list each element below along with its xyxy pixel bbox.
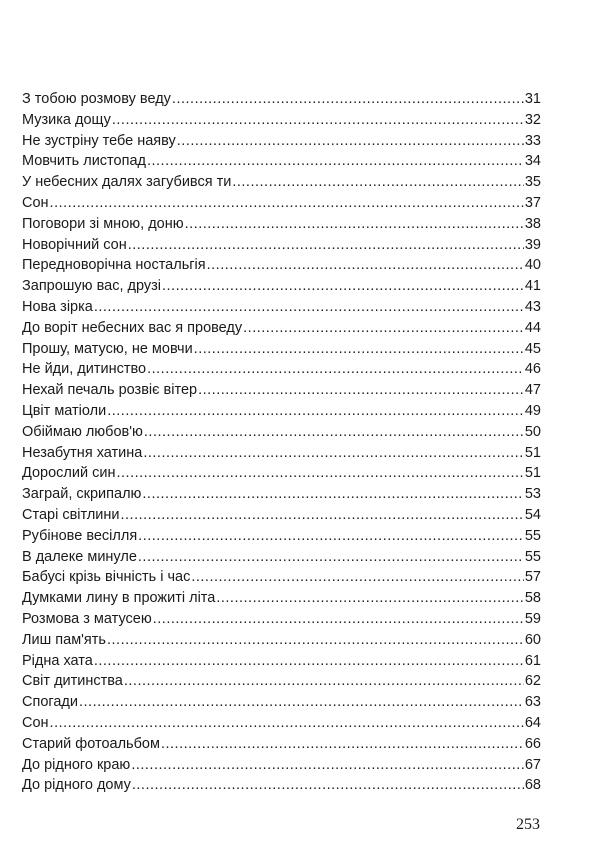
dot-leader	[112, 110, 524, 131]
toc-entry	[22, 172, 541, 193]
toc-entry-page: 34	[524, 153, 541, 170]
toc-entry-title: Мовчить листопад	[22, 153, 146, 170]
toc-entry	[22, 151, 541, 172]
toc-entry-title: Новорічний сон	[22, 236, 127, 253]
dot-leader	[147, 359, 524, 380]
toc-entry-page: 51	[524, 444, 541, 461]
toc-entry-title: До рідного краю	[22, 756, 131, 773]
toc-entry	[22, 89, 541, 110]
toc-entry	[22, 526, 541, 547]
dot-leader	[232, 172, 524, 193]
toc-entry-page: 32	[524, 111, 541, 128]
toc-entry-page: 43	[524, 298, 541, 315]
toc-entry	[22, 255, 541, 276]
toc-entry-page: 45	[524, 340, 541, 357]
toc-entry-page: 59	[524, 610, 541, 627]
toc-entry-page: 35	[524, 174, 541, 191]
toc-entry-title: До воріт небесних вас я проведу	[22, 319, 243, 336]
dot-leader	[198, 380, 524, 401]
dot-leader	[172, 89, 524, 110]
toc-entry-page: 46	[524, 361, 541, 378]
toc-entry-title: Не зустріну тебе наяву	[22, 132, 176, 149]
toc-entry-page: 68	[524, 777, 541, 794]
toc-entry-page: 60	[524, 631, 541, 648]
toc-entry-title: Незабутня хатина	[22, 444, 143, 461]
toc-entry	[22, 484, 541, 505]
toc-entry-page: 37	[524, 194, 541, 211]
toc-entry-title: Рідна хата	[22, 652, 93, 669]
toc-entry-title: Обіймаю любов'ю	[22, 423, 143, 440]
dot-leader	[177, 131, 524, 152]
table-of-contents	[22, 89, 541, 796]
dot-leader	[128, 235, 524, 256]
toc-entry	[22, 547, 541, 568]
dot-leader	[216, 588, 524, 609]
toc-entry	[22, 131, 541, 152]
toc-entry-page: 53	[524, 486, 541, 503]
dot-leader	[94, 297, 524, 318]
dot-leader	[144, 422, 524, 443]
toc-entry-title: Думками лину в прожиті літа	[22, 590, 216, 607]
toc-entry-title: Старі світлини	[22, 506, 120, 523]
page-number: 253	[516, 816, 540, 833]
toc-entry	[22, 422, 541, 443]
toc-entry-page: 44	[524, 319, 541, 336]
toc-entry-page: 47	[524, 382, 541, 399]
dot-leader	[153, 609, 524, 630]
dot-leader	[107, 401, 524, 422]
toc-entry-title: Поговори зі мною, доню	[22, 215, 184, 232]
dot-leader	[50, 193, 524, 214]
toc-entry-title: Бабусі крізь вічність і час	[22, 569, 191, 586]
toc-entry-title: У небесних далях загубився ти	[22, 174, 232, 191]
toc-entry	[22, 671, 541, 692]
toc-entry-page: 66	[524, 735, 541, 752]
toc-entry-title: Прошу, матусю, не мовчи	[22, 340, 193, 357]
toc-entry	[22, 755, 541, 776]
toc-entry-page: 55	[524, 527, 541, 544]
dot-leader	[185, 214, 524, 235]
toc-entry	[22, 692, 541, 713]
toc-entry-page: 67	[524, 756, 541, 773]
toc-entry	[22, 734, 541, 755]
dot-leader	[142, 484, 523, 505]
toc-entry-page: 55	[524, 548, 541, 565]
toc-entry	[22, 193, 541, 214]
toc-entry-page: 41	[524, 278, 541, 295]
toc-entry-title: Сон	[22, 194, 49, 211]
dot-leader	[116, 463, 523, 484]
toc-entry-page: 50	[524, 423, 541, 440]
toc-entry-page: 54	[524, 506, 541, 523]
toc-entry	[22, 588, 541, 609]
dot-leader	[243, 318, 524, 339]
toc-entry	[22, 380, 541, 401]
toc-entry	[22, 463, 541, 484]
toc-entry	[22, 443, 541, 464]
toc-entry	[22, 651, 541, 672]
dot-leader	[124, 671, 524, 692]
dot-leader	[121, 505, 524, 526]
dot-leader	[191, 567, 524, 588]
toc-entry	[22, 609, 541, 630]
toc-entry	[22, 630, 541, 651]
toc-entry-title: Нехай печаль розвіє вітер	[22, 382, 198, 399]
toc-entry	[22, 110, 541, 131]
toc-entry-page: 58	[524, 590, 541, 607]
toc-entry-page: 64	[524, 714, 541, 731]
toc-entry	[22, 505, 541, 526]
toc-entry-page: 57	[524, 569, 541, 586]
toc-entry-title: Рубінове весілля	[22, 527, 138, 544]
toc-entry	[22, 235, 541, 256]
dot-leader	[143, 443, 524, 464]
toc-entry	[22, 567, 541, 588]
toc-entry-page: 62	[524, 673, 541, 690]
toc-entry-page: 40	[524, 257, 541, 274]
toc-entry-title: Розмова з матусею	[22, 610, 152, 627]
toc-entry-page: 38	[524, 215, 541, 232]
toc-entry-page: 39	[524, 236, 541, 253]
toc-entry	[22, 297, 541, 318]
toc-entry-title: В далеке минуле	[22, 548, 137, 565]
dot-leader	[132, 775, 524, 796]
toc-entry-title: Не йди, дитинство	[22, 361, 147, 378]
dot-leader	[138, 547, 524, 568]
toc-entry-page: 51	[524, 465, 541, 482]
toc-entry-title: Запрошую вас, друзі	[22, 278, 161, 295]
toc-entry-title: Старий фотоальбом	[22, 735, 160, 752]
toc-entry	[22, 401, 541, 422]
dot-leader	[138, 526, 524, 547]
toc-entry-title: З тобою розмову веду	[22, 91, 171, 107]
toc-entry-title: Дорослий син	[22, 465, 116, 482]
toc-entry-page: 63	[524, 694, 541, 711]
toc-entry-page: 31	[524, 91, 541, 107]
toc-entry-page: 33	[524, 132, 541, 149]
toc-entry	[22, 775, 541, 796]
toc-entry	[22, 339, 541, 360]
toc-entry	[22, 214, 541, 235]
dot-leader	[207, 255, 524, 276]
toc-entry-title: Спогади	[22, 694, 78, 711]
toc-entry-title: До рідного дому	[22, 777, 131, 794]
dot-leader	[79, 692, 524, 713]
toc-entry-title: Лиш пам'ять	[22, 631, 106, 648]
dot-leader	[162, 276, 524, 297]
toc-entry-page: 61	[524, 652, 541, 669]
dot-leader	[94, 651, 524, 672]
toc-entry	[22, 276, 541, 297]
toc-entry	[22, 318, 541, 339]
toc-entry-title: Цвіт матіоли	[22, 402, 107, 419]
toc-entry-page: 49	[524, 402, 541, 419]
toc-entry	[22, 359, 541, 380]
dot-leader	[194, 339, 524, 360]
dot-leader	[50, 713, 524, 734]
dot-leader	[147, 151, 524, 172]
toc-entry-title: Світ дитинства	[22, 673, 123, 690]
dot-leader	[161, 734, 524, 755]
toc-entry-title: Музика дощу	[22, 111, 111, 128]
toc-entry-title: Сон	[22, 714, 49, 731]
dot-leader	[107, 630, 524, 651]
toc-entry	[22, 713, 541, 734]
toc-entry-title: Заграй, скрипалю	[22, 486, 142, 503]
dot-leader	[131, 755, 524, 776]
toc-entry-title: Передноворічна ностальгія	[22, 257, 206, 274]
toc-entry-title: Нова зірка	[22, 298, 93, 315]
